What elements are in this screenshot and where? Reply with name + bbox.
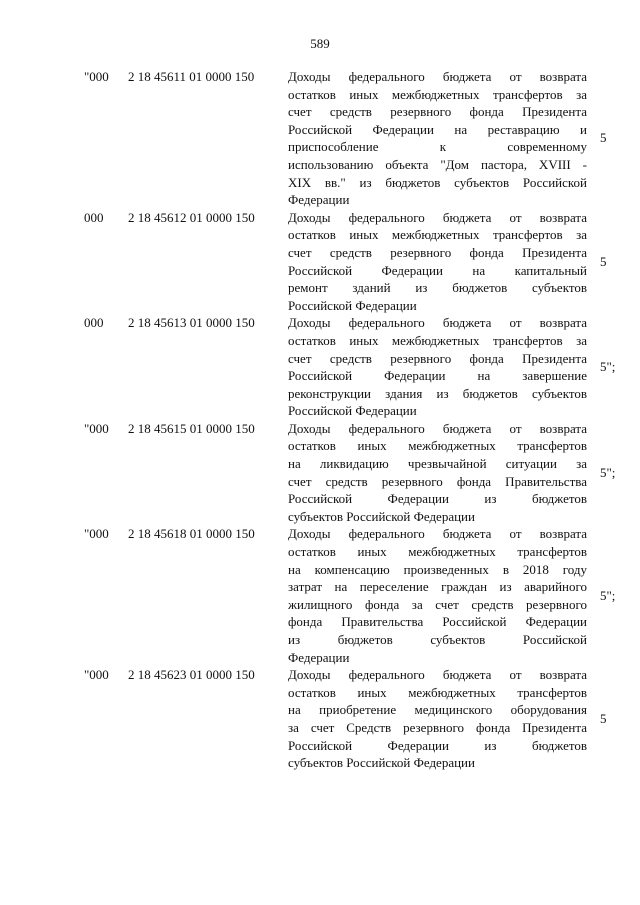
description-line: Доходы федерального бюджета от возврата: [288, 69, 587, 84]
amount: 5: [600, 130, 607, 146]
description-line: Российской Федерации из бюджетов: [288, 737, 587, 753]
income-description: [288, 666, 587, 772]
description-line: субъектов Российской Федерации: [288, 755, 475, 771]
description-line: Доходы федерального бюджета от возврата: [288, 420, 587, 436]
income-description: [288, 68, 587, 209]
amount: 5: [600, 253, 607, 269]
description-line: остатков иных межбюджетных трансфертов за: [288, 227, 587, 243]
budget-classification-code: 2 18 45612 01 0000 150: [128, 209, 255, 225]
description-line: Российской Федерации: [288, 403, 417, 419]
admin-code: "000: [84, 420, 109, 436]
admin-code: 000: [84, 315, 104, 331]
description-line: за счет Средств резервного фонда Президента: [288, 719, 587, 735]
description-line: ремонт зданий из бюджетов субъектов: [288, 280, 587, 296]
description-line: Федерации: [288, 649, 350, 665]
income-description: [288, 209, 587, 315]
description-line: реконструкции здания из бюджетов субъектов: [288, 385, 587, 401]
table-row: [0, 420, 640, 526]
admin-code: "000: [84, 69, 109, 84]
description-line: остатков иных межбюджетных трансфертов: [288, 438, 587, 454]
amount: 5: [600, 711, 607, 727]
income-description: [288, 525, 587, 666]
description-line: затрат на переселение граждан из аварийного: [288, 579, 587, 595]
budget-code-table: [0, 68, 640, 772]
description-line: XIX вв." из бюджетов субъектов Российской: [288, 174, 587, 190]
table-row: [0, 525, 640, 666]
description-line: счет средств резервного фонда Правительства: [288, 473, 587, 489]
budget-classification-code: 2 18 45615 01 0000 150: [128, 420, 255, 436]
description-line: на ликвидацию чрезвычайной ситуации за: [288, 456, 587, 472]
amount: 5";: [600, 464, 616, 480]
table-row: [0, 209, 640, 315]
table-row: [0, 314, 640, 420]
description-line: счет средств резервного фонда Президента: [288, 244, 587, 260]
description-line: фонда Правительства Российской Федерации: [288, 614, 587, 630]
description-line: Федерации: [288, 192, 350, 208]
admin-code: "000: [84, 667, 109, 683]
description-line: Российской Федерации на капитальный: [288, 262, 587, 278]
description-line: Доходы федерального бюджета от возврата: [288, 667, 587, 683]
description-line: использованию объекта "Дом пастора, XVIII -: [288, 156, 587, 172]
description-line: на компенсацию произведенных в 2018 году: [288, 561, 587, 577]
page-number: 589: [310, 36, 330, 51]
income-description: [288, 314, 587, 420]
description-line: остатков иных межбюджетных трансфертов: [288, 684, 587, 700]
income-description: [288, 420, 587, 526]
description-line: Доходы федерального бюджета от возврата: [288, 526, 587, 542]
budget-classification-code: 2 18 45618 01 0000 150: [128, 526, 255, 542]
amount: 5";: [600, 588, 616, 604]
table-row: [0, 666, 640, 772]
budget-classification-code: 2 18 45623 01 0000 150: [128, 667, 255, 683]
admin-code: 000: [84, 209, 104, 225]
description-line: субъектов Российской Федерации: [288, 508, 475, 524]
description-line: Российской Федерации на завершение: [288, 368, 587, 384]
description-line: жилищного фонда за счет средств резервного: [288, 596, 587, 612]
admin-code: "000: [84, 526, 109, 542]
description-line: Российской Федерации: [288, 297, 417, 313]
description-line: счет средств резервного фонда Президента: [288, 104, 587, 120]
budget-classification-code: 2 18 45613 01 0000 150: [128, 315, 255, 331]
description-line: счет средств резервного фонда Президента: [288, 350, 587, 366]
description-line: остатков иных межбюджетных трансфертов за: [288, 332, 587, 348]
description-line: Российской Федерации из бюджетов: [288, 491, 587, 507]
description-line: Доходы федерального бюджета от возврата: [288, 209, 587, 225]
description-line: из бюджетов субъектов Российской: [288, 632, 587, 647]
table-row: [0, 68, 640, 209]
description-line: Доходы федерального бюджета от возврата: [288, 315, 587, 331]
description-line: приспособление к современному: [288, 139, 587, 155]
amount: 5";: [600, 359, 616, 375]
budget-classification-code: 2 18 45611 01 0000 150: [128, 69, 255, 84]
description-line: на приобретение медицинского оборудования: [288, 702, 587, 718]
description-line: Российской Федерации на реставрацию и: [288, 121, 587, 137]
description-line: остатков иных межбюджетных трансфертов за: [288, 86, 587, 102]
description-line: остатков иных межбюджетных трансфертов: [288, 544, 587, 560]
